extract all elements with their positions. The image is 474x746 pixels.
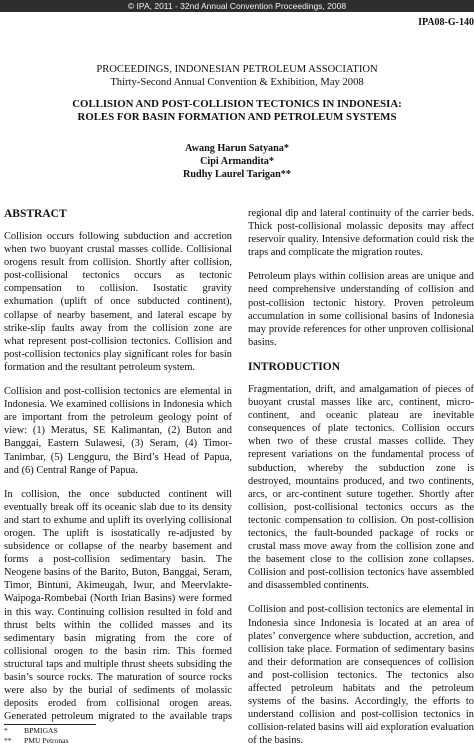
title-line-1: COLLISION AND POST-COLLISION TECTONICS IN INDONESIA: [72,98,402,110]
introduction-paragraph: Fragmentation, drift, and amalgamation of pieces of buoyant crustal masses like arc, continent, micro-continent, and oceanic plateau are inevitable consequences of plate tectonics. Collision occurs when two of these crustal masses collide. They represent variations on the fundamental process of subduction, whereby the subduction zone is destroyed, mountains produced, and two continents, arcs, or arc-continent suture together. Shortly after collision, post-collisional tectonics occurs as the tectonic compensation to collision. On post-collision tectonics, the fault-bounded package of rocks or crustal mass move away from the collision zone and the basement close to the collision zone collapses. Collision and post-collision tectonics have assembled and disassembled continents. [248,383,474,592]
footnote-mark: ** [4,735,12,745]
footnote [4,736,69,746]
introduction-paragraph: Collision and post-collision tectonics are elemental in Indonesia since Indonesia is located at an area of plates’ convergence where subduction, accretion, and collision take place. Formation of sedimentary basins and their deformation are consequences of collision and post-collision tectonics. The tectonics also affected petroleum habitats and the petroleum systems of the basins. Accordingly, the efforts to understand collision and post-collision tectonics in collision-related basins will aid exploration evaluation of the basins. [248,604,474,746]
copyright-banner: © IPA, 2011 - 32nd Annual Convention Proceedings, 2008 [0,0,474,12]
abstract-paragraph: In collision, the once subducted continent will eventually break off its oceanic slab due to its density and start to exhume and uplift its overlying collisional orogen. The uplift is isostatically re-adjusted by subsidence or collapse of the nearby basement and forms a post-collision sedimentary basin. The Neogene basins of the Barito, Buton, Banggai, Seram, Timor, Bintuni, Akimeugah, Iwur, and Meervlakte-Waipoga-Rombebai (North Irian Basins) were formed in this way. Continuing collision resulted in fold and thrust belts within the collided masses and its sedimentary basin migrating from the core of collisional orogen to the basin rim. This formed structural taps and multiple thrust sheets subsiding the basin’s source rocks. The maturation of source rocks were also by the burial of sediments of molassic deposits eroded from collisional orogen areas. Generated petroleum migrated to the available traps [4,488,232,722]
footnote-divider [4,724,96,725]
paper-title [0,98,474,124]
proceedings-name: PROCEEDINGS, INDONESIAN PETROLEUM ASSOCIATION [96,64,378,75]
left-column [4,207,232,722]
introduction-heading: INTRODUCTION [248,360,341,373]
footnote-text: PMU Petronas [24,735,69,745]
title-line-2: ROLES FOR BASIN FORMATION AND PETROLEUM SYSTEMS [77,111,397,123]
footnotes [4,726,69,745]
abstract-heading: ABSTRACT [4,208,67,220]
paper-id: IPA08-G-140 [418,17,474,28]
author-name: Cipi Armandita* [200,156,274,167]
abstract-paragraph: Petroleum plays within collision areas are unique and need comprehensive understanding of collision and post-collision tectonic history. Proven petroleum accumulation in some collisional basins of Indonesia may provide references for other unproven collisional basins. [248,271,474,348]
author-name: Awang Harun Satyana* [185,143,289,154]
abstract-paragraph: Collision occurs following subduction and accretion when two buoyant crustal masses collide. Collisional orogens result from collision. Shortly after collision, post-collisional tectonics occurs as tectonic compensation to collision. Isostatic gravity exhumation (uplift of once subducted continent), collapse of nearby basement, and lateral escape by strike-slip faults away from the collision zone are what represent post-collision tectonics. Collision and post-collision tectonics play significant roles for basin formation and the resultant petroleum system. [4,231,232,373]
convention-name: Thirty-Second Annual Convention & Exhibition, May 2008 [110,77,364,88]
footnote-mark: * [4,726,8,735]
abstract-paragraph: regional dip and lateral continuity of the carrier beds. Thick post-collisional molassic deposits may affect reservoir quality. Intensive deformation could risk the traps and complicate the migration routes. [248,208,474,259]
footnote-text: BPMIGAS [24,726,58,735]
author-list [0,142,474,181]
paper-header [0,63,474,124]
author-name: Rudhy Laurel Tarigan** [183,169,291,180]
right-column [248,207,474,746]
abstract-paragraph: Collision and post-collision tectonics are elemental in Indonesia. We examined collisions in Indonesia which are important from the petroleum geology point of view: (1) Meratus, SE Kalimantan, (2) Buton and Banggai, Eastern Sulawesi, (3) Seram, (4) Timor-Tanimbar, (5) Lengguru, the Bird’s Head of Papua, and (6) Central Range of Papua. [4,386,232,476]
footnote [4,726,69,736]
